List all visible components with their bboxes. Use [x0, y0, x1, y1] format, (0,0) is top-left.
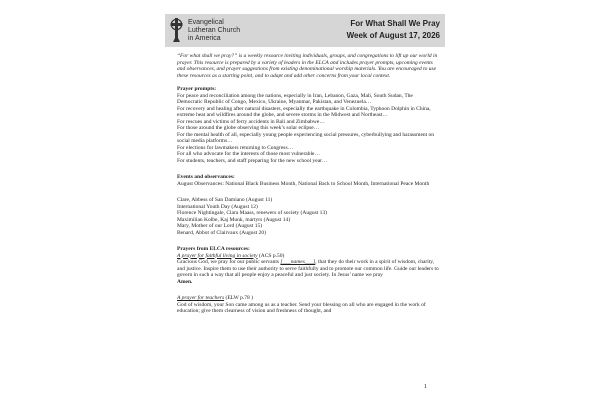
prayer-prompt-item: For all who advocate for the interests of those most vulnerable…: [177, 151, 320, 157]
org-line-1: Evangelical: [188, 19, 224, 26]
resources-heading: Prayers from ELCA resources:: [177, 246, 250, 252]
document-body: [177, 53, 439, 315]
prayer-prompts-heading: Prayer prompts:: [177, 86, 217, 92]
prayer-1-amen: Amen.: [177, 278, 193, 285]
header-band: [165, 14, 445, 47]
observances-text: August Observances: National Black Business Month, National Back to School Month, International Peace Month: [177, 180, 430, 187]
week-label: Week of August 17, 2026: [346, 31, 440, 40]
prayer-prompt-item: For peace and reconciliation among the nations, especially in Iran, Lebanon, Gaza, Mali, South Sudan, The Democratic Republic of Congo, Mexico, Ukraine, Myanmar, Pakistan, and Venezuela…: [177, 92, 413, 105]
prayer-prompt-item: For those around the globe observing this week’s solar eclipse…: [177, 125, 320, 131]
commemoration-item: International Youth Day (August 12): [177, 203, 258, 210]
intro-paragraph: “For what shall we pray?” is a weekly resource inviting individuals, groups, and congregations to lift up our world in prayer. This resource is prepared by a variety of leaders in the ELCA and includes prayer prompts, upcoming events and observances, and prayer suggestions from existing denominational worship materials. You are encouraged to use these resources as a starting point, and to adapt and add other concerns from your local context.: [177, 53, 438, 79]
commemoration-item: Clare, Abbess of San Damiano (August 11): [177, 197, 273, 203]
org-line-2: Lutheran Church: [188, 27, 241, 34]
commemoration-item: Mary, Mother of our Lord (August 15): [177, 223, 263, 229]
prayer-prompt-item: For students, teachers, and staff preparing for the new school year…: [177, 157, 328, 164]
commemoration-item: Maximilian Kolbe, Kaj Munk, martyrs (August 14): [177, 216, 291, 223]
prayer-prompt-item: For the mental health of all, especially young people experiencing social pressures, cyberbullying and harassment on social media platforms…: [177, 131, 435, 144]
prayer-1-title: A prayer for faithful living in society: [177, 252, 258, 259]
events-heading: Events and observances:: [177, 174, 235, 180]
commemoration-item: Florence Nightingale, Clara Maass, renewers of society (August 13): [177, 210, 327, 216]
prayer-prompt-item: For rescues and victims of ferry accidents in Bali and Zimbabwe…: [177, 118, 325, 125]
prayer-1-text-a: Gracious God, we pray for our public servants: [177, 259, 281, 265]
prayer-2-title: A prayer for teachers: [177, 295, 225, 301]
org-name: [188, 19, 240, 43]
document-title: For What Shall We Pray: [350, 19, 440, 28]
header-title-block: [347, 18, 440, 42]
prayer-1-source: (ACS p.50): [257, 252, 285, 259]
prayer-1-text: [177, 259, 439, 279]
prayer-prompt-item: For recovery and healing after natural disasters, especially the earthquake in Colombia, Typhoon Dolphin in China, extreme heat and wildfires around the globe, and severe storms in the Midwest and Northeast…: [177, 105, 431, 118]
prayer-2-text: God of wisdom, your Son came among us as a teacher. Send your blessing on all who are engaged in the work of education; give them clearness of vision and freshness of thought, and: [177, 301, 426, 314]
commemoration-item: Benard, Abbot of Clairvaux (August 20): [177, 229, 266, 236]
prayer-1-text-b: , that they do their work in a spirit of wisdom, charity, and justice. Inspire them to use their authority to serve faithfully and to promote our common life. Guide our leaders to govern in such a way that all people enjoy a peaceful and just society. In Jesus’ name we pray: [177, 259, 439, 278]
page-number: 1: [424, 384, 427, 390]
prayer-2-source: (ELW p.78 ): [224, 295, 253, 301]
prayer-prompt-item: For elections for lawmakers returning to Congress…: [177, 144, 294, 151]
names-blank: [___names___]: [280, 259, 316, 265]
org-line-3: in America: [188, 35, 221, 42]
elca-logo: [169, 17, 240, 44]
elca-cross-logo-icon: [169, 17, 184, 44]
